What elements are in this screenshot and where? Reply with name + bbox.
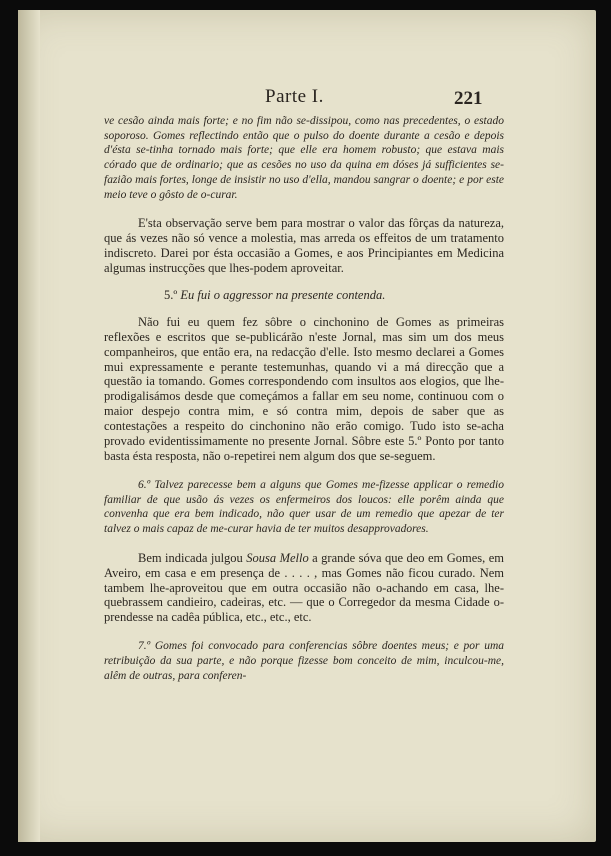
running-title: Parte I.	[265, 86, 324, 107]
person-name: Sousa Mello	[246, 550, 309, 565]
paragraph-aggressor: Não fui eu quem fez sôbre o cinchonino de Gomes as primeiras reflexões e escritos que se-publicárão n'este Jornal, mas sim um dos meus companheiros, que então era, na redacção d'elle. Isto mesmo declarei a Gomes mui expressamente e perante testemunhas, quando vi a má direcção que a questão ia tomando. Gomes correspondendo com insultos aos elogios, que lhe-prodigalisámos desde que começámos a fallar em seu nome, continuou com o maior despejo contra mim, e só contra mim, depois de saber que as contestações a respeito do cinchonino não erão comigo. Tudo isto se-acha provado evidentissimamente no presente Jornal. Sôbre este 5.º Ponto por tanto basta ésta resposta, não o-repetirei nem algum dos que se-seguem.	[104, 314, 504, 463]
section-heading-5	[104, 288, 504, 303]
section-title: Eu fui o aggressor na presente contenda.	[180, 287, 386, 302]
paragraph-observation: E'sta observação serve bem para mostrar o valor das fôrças da natureza, que ás vezes não só vence a molestia, mas arreda os effeitos de um tratamento indiscreto. Darei por ésta occasião a Gomes, e aos Principiantes em Medicina algumas instrucções que lhes-podem aproveitar.	[104, 216, 504, 275]
page-number: 221	[454, 88, 483, 109]
page-gutter	[18, 10, 40, 842]
book-page	[18, 10, 596, 842]
page-text	[104, 114, 504, 683]
section-number: 5.º	[164, 287, 178, 302]
section-heading-7: 7.º Gomes foi convocado para conferencias sôbre doentes meus; e por uma retribuição da sua parte, e não porque fizesse bom conceito de mim, inculcou-me, alêm de outras, para conferen-	[104, 640, 504, 682]
paragraph-sousa-mello: Bem indicada julgou Sousa Mello a grande sóva que deo em Gomes, em Aveiro, em casa e em presença de . . . . , mas Gomes não ficou curado. Nem tambem lhe-aproveitou que em outra occasião não o-achando em casa, lhe-quebrassem candieiro, cadeiras, etc. — que o Corregedor da mesma Cidade o-prendesse na cadêa pública, etc., etc., etc.	[104, 550, 504, 625]
section-heading-6: 6.º Talvez parecesse bem a alguns que Gomes me-fizesse applicar o remedio familiar de que usão ás vezes os enfermeiros dos loucos: elle porêm ainda que convenha que era bem indicado, não quer usar de um remedio que apezar de ter talvez o mais capaz de me-curar havia de ter muitos desapprovadores.	[104, 478, 504, 536]
paragraph-continuation: ve cesão ainda mais forte; e no fim não se-dissipou, como nas precedentes, o estado soporoso. Gomes reflectindo então que o pulso do doente durante a cesão e depois d'ésta se-tinha tornado mais forte; que elle era homem robusto; que estava mais córado que de ordinario; que as cesões no uso da quina em dóses já sufficientes se-fazião mais fortes, longe de insistir no uso d'ella, mandou sangrar o doente; e por este meio teve o gôsto de o-curar.	[104, 115, 504, 201]
